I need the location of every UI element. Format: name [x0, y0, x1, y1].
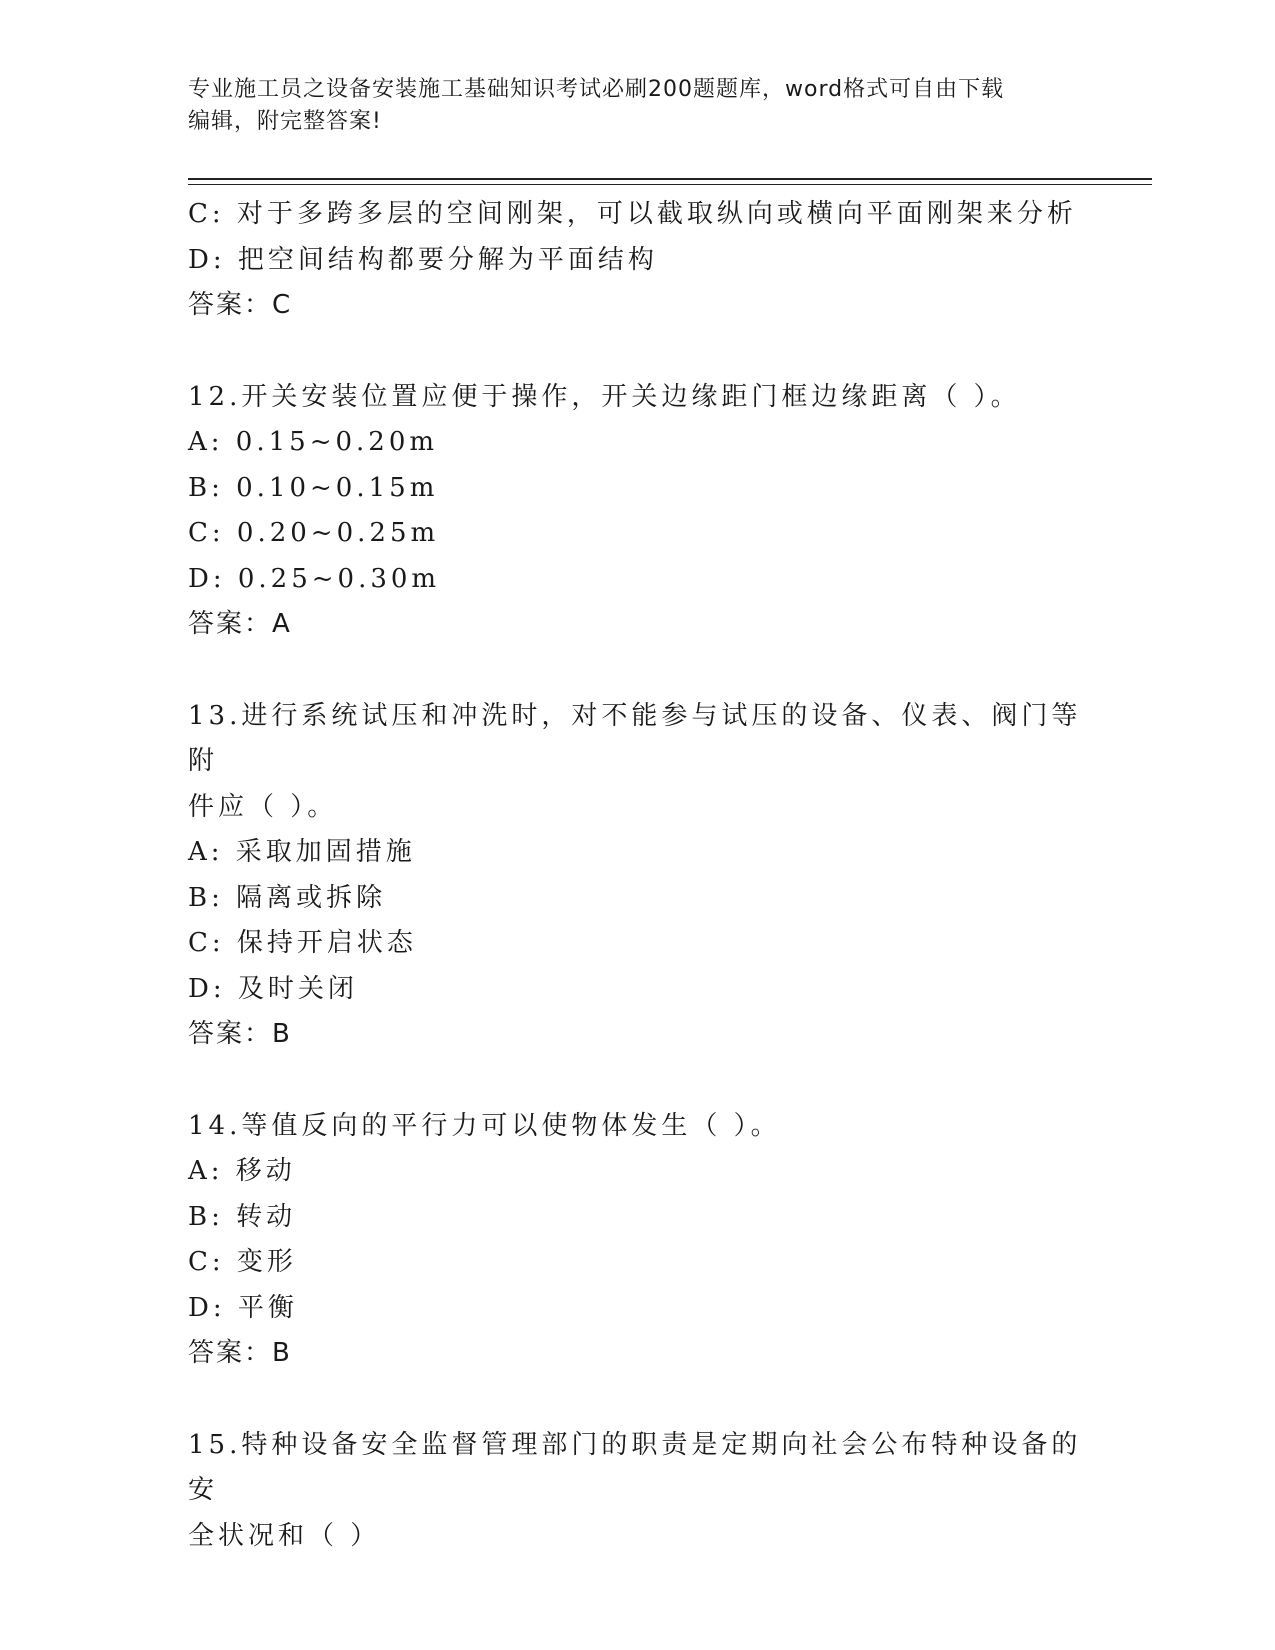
option-a: A: 采取加固措施 [188, 837, 416, 867]
option-b: B: 转动 [188, 1201, 297, 1232]
question-12 [188, 375, 1088, 648]
option-b: B: 0.10~0.15m [188, 472, 439, 503]
header-title-line-1: 专业施工员之设备安装施工基础知识考试必刷200题题库，word格式可自由下载 [188, 77, 1005, 102]
question-14 [188, 1104, 1088, 1377]
question-stem: 14.等值反向的平行力可以使物体发生（ ）。 [188, 1110, 781, 1141]
option-c: C: 0.20~0.25m [188, 518, 440, 548]
question-stem: 15.特种设备安全监督管理部门的职责是定期向社会公布特种设备的安 [188, 1429, 1082, 1505]
option-b: B: 隔离或拆除 [188, 882, 387, 913]
answer-line: 答案：A [188, 609, 292, 639]
answer-line: 答案：C [188, 290, 293, 320]
answer-line: 答案：B [188, 1019, 292, 1049]
question-13 [188, 694, 1088, 1058]
question-list [188, 192, 1088, 1559]
option-a: A: 0.15~0.20m [188, 427, 439, 457]
header-divider-thin [188, 184, 1152, 185]
header-divider-thick [188, 178, 1152, 180]
option-c: C: 保持开启状态 [188, 928, 417, 958]
question-stem: 13.进行系统试压和冲洗时，对不能参与试压的设备、仪表、阀门等附 [188, 700, 1082, 776]
option-d: D: 及时关闭 [188, 973, 358, 1004]
option-d: D: 0.25~0.30m [188, 563, 441, 594]
question-stem-continued: 件应（ ）。 [188, 791, 338, 822]
header-title-line-2: 编辑，附完整答案! [188, 109, 382, 134]
option-c: C: 对于多跨多层的空间刚架，可以截取纵向或横向平面刚架来分析 [188, 199, 1077, 229]
answer-line: 答案：B [188, 1338, 292, 1368]
option-d: D: 把空间结构都要分解为平面结构 [188, 244, 658, 275]
option-c: C: 变形 [188, 1247, 297, 1277]
question-15 [188, 1423, 1088, 1560]
question-stem: 12.开关安装位置应便于操作，开关边缘距门框边缘距离（ ）。 [188, 381, 1021, 412]
document-header [188, 74, 1068, 138]
option-d: D: 平衡 [188, 1292, 298, 1323]
question-stem-continued: 全状况和（ ） [188, 1520, 381, 1551]
question-11-tail [188, 192, 1088, 329]
option-a: A: 移动 [188, 1156, 296, 1186]
